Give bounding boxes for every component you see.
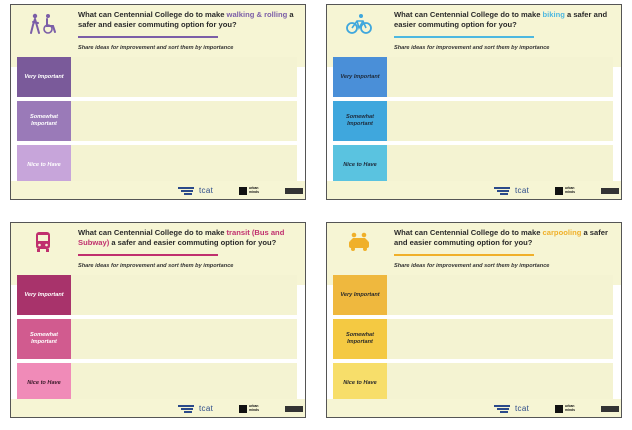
card-title: [78, 228, 298, 247]
tcat-logo: tcat: [494, 403, 529, 413]
title-underline: [78, 254, 218, 256]
priority-rows: [333, 275, 613, 407]
card-footer: [327, 181, 621, 199]
tcat-logo: tcat: [178, 403, 213, 413]
row-nice-to-have[interactable]: [333, 363, 613, 403]
centennial-logo: [285, 188, 303, 194]
bicycle-icon: [345, 13, 373, 35]
row-somewhat-important[interactable]: [333, 101, 613, 141]
card-title: [394, 10, 614, 29]
urban-minds-logo: urban minds: [239, 405, 259, 413]
row-label: Somewhat Important: [17, 101, 71, 141]
card-subtitle: Share ideas for improvement and sort them by importance: [78, 263, 234, 269]
urban-minds-logo: urban minds: [555, 187, 575, 195]
row-label: Very Important: [333, 275, 387, 315]
row-nice-to-have[interactable]: [333, 145, 613, 185]
title-prefix: What can Centennial College do to make: [394, 228, 543, 237]
row-label: Very Important: [17, 57, 71, 97]
row-very-important[interactable]: [17, 57, 297, 97]
row-somewhat-important[interactable]: [333, 319, 613, 359]
row-somewhat-important[interactable]: [17, 319, 297, 359]
carpool-icon: [345, 231, 373, 253]
row-label: Somewhat Important: [333, 319, 387, 359]
row-very-important[interactable]: [17, 275, 297, 315]
tcat-logo: tcat: [494, 185, 529, 195]
row-label: Nice to Have: [17, 363, 71, 403]
title-suffix: a safer and easier commuting option for you?: [394, 228, 608, 247]
row-very-important[interactable]: [333, 275, 613, 315]
centennial-logo: [285, 406, 303, 412]
bus-icon: [29, 231, 57, 253]
title-mode: carpooling: [542, 228, 582, 237]
card-subtitle: Share ideas for improvement and sort them by importance: [78, 45, 234, 51]
row-nice-to-have[interactable]: [17, 145, 297, 185]
title-suffix: a safer and easier commuting option for you?: [394, 10, 608, 29]
title-suffix: a safer and easier commuting option for you?: [109, 237, 277, 247]
row-label: Very Important: [333, 57, 387, 97]
row-label: Somewhat Important: [333, 101, 387, 141]
card-footer: [11, 399, 305, 417]
title-mode: transit (Bus and Subway): [78, 228, 285, 247]
title-prefix: What can Centennial College do to make: [78, 10, 227, 19]
tcat-logo: tcat: [178, 185, 213, 195]
row-label: Somewhat Important: [17, 319, 71, 359]
card-title: [394, 228, 614, 247]
urban-minds-logo: urban minds: [555, 405, 575, 413]
row-label: Very Important: [17, 275, 71, 315]
card-footer: [11, 181, 305, 199]
title-underline: [394, 36, 534, 38]
priority-rows: [333, 57, 613, 189]
card-biking: [326, 4, 622, 200]
priority-rows: [17, 275, 297, 407]
title-prefix: What can Centennial College do to make: [394, 10, 543, 19]
row-label: Nice to Have: [333, 145, 387, 185]
row-label: Nice to Have: [17, 145, 71, 185]
title-mode: biking: [542, 10, 565, 19]
row-very-important[interactable]: [333, 57, 613, 97]
card-walking-rolling: [10, 4, 306, 200]
card-carpooling: [326, 222, 622, 418]
centennial-logo: [601, 188, 619, 194]
title-prefix: What can Centennial College do to make: [78, 228, 227, 237]
card-subtitle: Share ideas for improvement and sort them by importance: [394, 263, 550, 269]
title-suffix: a safer and easier commuting option for you?: [78, 10, 294, 29]
row-somewhat-important[interactable]: [17, 101, 297, 141]
title-underline: [394, 254, 534, 256]
priority-rows: [17, 57, 297, 189]
row-label: Nice to Have: [333, 363, 387, 403]
title-mode: walking & rolling: [226, 10, 288, 19]
walking-wheelchair-icon: [29, 13, 57, 35]
title-underline: [78, 36, 218, 38]
row-nice-to-have[interactable]: [17, 363, 297, 403]
card-subtitle: Share ideas for improvement and sort them by importance: [394, 45, 550, 51]
card-transit: [10, 222, 306, 418]
card-footer: [327, 399, 621, 417]
urban-minds-logo: urban minds: [239, 187, 259, 195]
card-title: [78, 10, 298, 29]
centennial-logo: [601, 406, 619, 412]
